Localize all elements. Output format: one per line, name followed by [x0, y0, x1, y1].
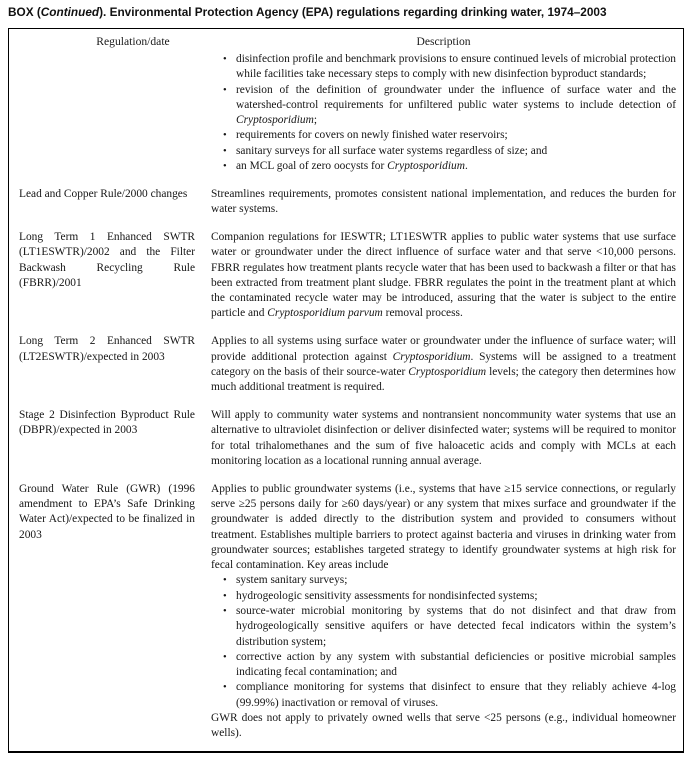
description-cell [211, 334, 676, 395]
description-paragraph: Applies to all systems using surface water or groundwater under the influence of surface water; will provide additional protection against Cryptosporidium. Systems will be assigned to a treatment category on the basis of their source-water Cryptosporidium levels; the category then determines how much additional treatment is required. [211, 335, 676, 394]
column-header-regulation-date: Regulation/date [96, 35, 170, 48]
bullet-icon: • [223, 606, 227, 617]
bullet-item [211, 83, 676, 129]
table-body [19, 52, 676, 742]
bullet-item [211, 573, 676, 588]
table-row [19, 230, 676, 322]
regulations-table [8, 28, 684, 753]
regulation-cell [19, 52, 195, 174]
box-title-prefix: BOX ( [8, 5, 41, 19]
regulation-cell: Long Term 2 Enhanced SWTR (LT2ESWTR)/expected in 2003 [19, 335, 195, 363]
bullet-item [211, 680, 676, 711]
bullet-text: sanitary surveys for all surface water systems regardless of size; and [236, 144, 548, 157]
bullet-item [211, 144, 676, 159]
table-row [19, 482, 676, 742]
description-paragraph: Streamlines requirements, promotes consistent national implementation, and reduces the burden for water systems. [211, 187, 676, 216]
description-cell [211, 482, 676, 742]
bullet-item [211, 52, 676, 83]
column-header-description: Description [416, 35, 471, 48]
bullet-text: revision of the definition of groundwater under the influence of surface water and the watershed-control requirements for unfiltered public water systems to include detection of Cryptosporidium; [236, 83, 676, 127]
bullet-icon: • [223, 590, 227, 602]
bullet-icon: • [223, 145, 227, 157]
table-row [19, 408, 676, 469]
description-paragraph: GWR does not apply to privately owned wells that serve <25 persons (e.g., individual homeowner wells). [211, 712, 676, 740]
bullet-icon: • [223, 130, 227, 142]
description-cell [211, 187, 676, 218]
bullet-item [211, 650, 676, 681]
description-cell [211, 52, 676, 174]
regulation-cell: Ground Water Rule (GWR) (1996 amendment to EPA’s Safe Drinking Water Act)/expected to be finalized in 2003 [19, 482, 195, 541]
bullet-icon: • [223, 682, 227, 694]
bullet-icon: • [223, 84, 227, 96]
regulation-cell: Lead and Copper Rule/2000 changes [19, 187, 188, 200]
bullet-text: an MCL goal of zero oocysts for Cryptosporidium. [236, 160, 468, 173]
bullet-text: hydrogeologic sensitivity assessments for nondisinfected systems; [236, 589, 538, 602]
bullet-text: corrective action by any system with substantial deficiencies or positive microbial samples indicating fecal contamination; and [236, 650, 676, 679]
bullet-item [211, 159, 676, 174]
description-cell [211, 408, 676, 469]
bullet-text: requirements for covers on newly finished water reservoirs; [236, 129, 508, 142]
bullet-text: compliance monitoring for systems that disinfect to ensure that they reliably achieve 4-log (99.99%) inactivation or removal of viruses. [236, 681, 676, 709]
bullet-text: system sanitary surveys; [236, 574, 348, 587]
description-paragraph: Applies to public groundwater systems (i.e., systems that have ≥15 service connections, or regularly serve ≥25 persons daily for ≥60 days/year) or any system that mixes surface and groundwater if the groundwater is added directly to the distribution system and provided to consumers without treatment. Establishes multiple barriers to protect against bacteria and viruses in drinking water from groundwater sources; establishes targeted strategy to identify groundwater systems at high risk for fecal contamination. Key areas include [211, 482, 676, 572]
regulation-cell: Stage 2 Disinfection Byproduct Rule (DBPR)/expected in 2003 [19, 408, 195, 437]
description-paragraph: Companion regulations for IESWTR; LT1ESWTR applies to public water systems that use surface water or groundwater under the direct influence of surface water and that serve <10,000 persons. FBRR regulates how treatment plants recycle water that has been used to backwash a filter or that has been extracted from treatment plant sludge. FBRR regulates the point in the treatment plant at which the contaminated recycle water may be introduced, assuring that the water is subject to the entire particle and Cryptosporidium parvum removal process. [211, 230, 676, 320]
box-title-continued: Continued [40, 5, 100, 19]
bullet-icon: • [223, 575, 227, 587]
description-cell [211, 230, 676, 322]
bullet-icon: • [223, 651, 227, 663]
table-row [19, 334, 676, 395]
description-paragraph: Will apply to community water systems and nontransient noncommunity water systems that use an alternative to ultraviolet disinfection or deliver disinfected water; systems will be required to monitor for total trihalomethanes and the sum of five haloacetic acids and comply with MCLs at each monitoring location as a locational running annual average. [211, 408, 676, 467]
bullet-item [211, 128, 676, 143]
bullet-item [211, 604, 676, 650]
bullet-text: disinfection profile and benchmark provisions to ensure continued levels of microbial protection while facilities take necessary steps to comply with new disinfection byproduct standards; [236, 53, 676, 81]
bullet-item [211, 589, 676, 604]
bullet-text: source-water microbial monitoring by systems that do not disinfect and that draw from hydrogeologically sensitive aquifers or have detected fecal indicators within the system’s distribution system; [236, 605, 676, 648]
table-header-row [19, 34, 676, 49]
table-row [19, 52, 676, 174]
bullet-icon: • [223, 161, 227, 173]
table-row [19, 187, 676, 218]
bullet-icon: • [223, 54, 227, 65]
box-title [8, 5, 684, 20]
regulation-cell: Long Term 1 Enhanced SWTR (LT1ESWTR)/2002 and the Filter Backwash Recycling Rule (FBRR)/2001 [19, 230, 195, 289]
box-title-suffix: ). Environmental Protection Agency (EPA) regulations regarding drinking water, 1974–2003 [99, 5, 607, 19]
